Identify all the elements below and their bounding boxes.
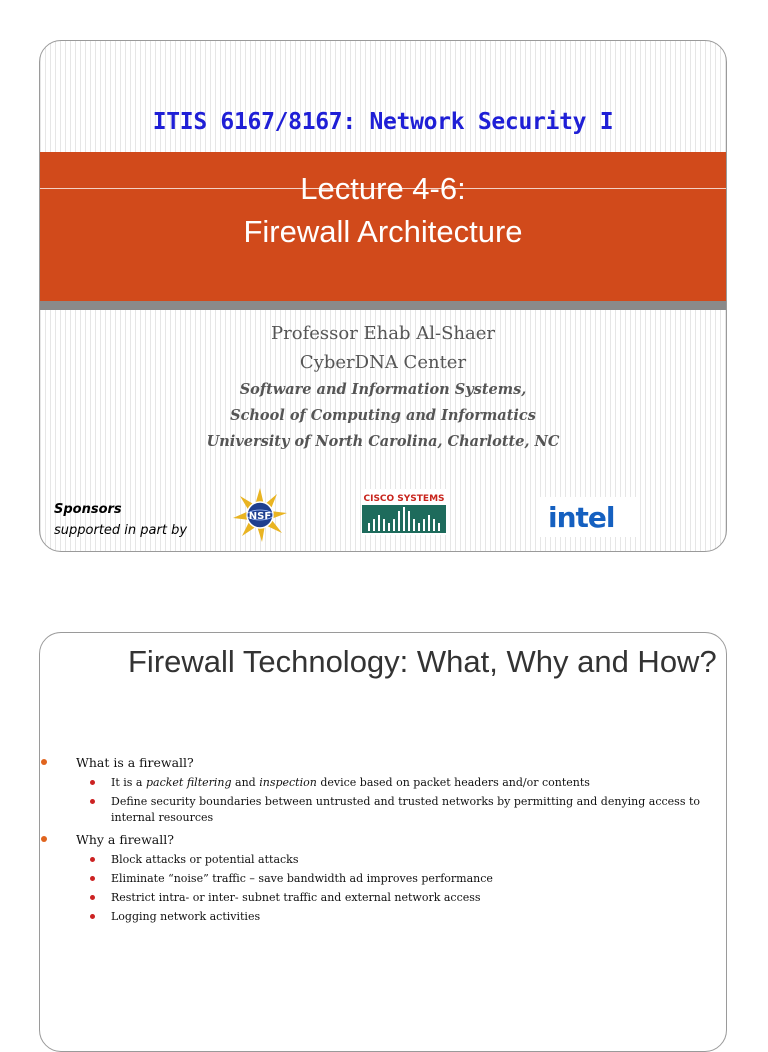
sub-bullet bbox=[40, 909, 726, 925]
sub-bullet bbox=[40, 890, 726, 906]
department-name: Software and Information Systems, bbox=[239, 381, 527, 398]
sponsors-title: Sponsors bbox=[54, 502, 122, 517]
sub-bullet bbox=[40, 871, 726, 887]
sub-bullet-dot bbox=[90, 799, 95, 804]
sub-bullets-what bbox=[40, 775, 726, 826]
nsf-logo-text: NSF bbox=[248, 511, 272, 522]
lecture-title bbox=[40, 167, 726, 253]
bullet-what bbox=[40, 753, 726, 772]
university-name: University of North Carolina, Charlotte, NC bbox=[206, 433, 560, 450]
professor-name: Professor Ehab Al-Shaer bbox=[271, 323, 495, 344]
sub-bullet-dot bbox=[90, 914, 95, 919]
sub-bullet-text: Restrict intra- or inter- subnet traffic and external network access bbox=[111, 891, 481, 904]
author-block bbox=[40, 319, 726, 455]
intel-logo-text: intel bbox=[548, 501, 615, 534]
school-name: School of Computing and Informatics bbox=[230, 407, 536, 424]
sub-bullet-text: Block attacks or potential attacks bbox=[111, 853, 299, 866]
course-title: ITIS 6167/8167: Network Security I bbox=[152, 109, 614, 135]
sub-bullet-text: and bbox=[231, 776, 260, 789]
bullet-dot bbox=[41, 759, 47, 765]
cisco-logo-icon bbox=[362, 489, 446, 535]
sub-bullets-why bbox=[40, 852, 726, 925]
intel-logo-icon bbox=[536, 497, 636, 537]
sub-bullet bbox=[40, 775, 726, 791]
sub-bullet-text: Eliminate “noise” traffic – save bandwidth ad improves performance bbox=[111, 872, 493, 885]
lecture-title-line1: Lecture 4-6: bbox=[300, 171, 466, 206]
sponsors-text: supported in part by bbox=[54, 523, 188, 538]
packet-filtering-term: packet filtering bbox=[145, 776, 232, 789]
bullet-dot bbox=[41, 836, 47, 842]
sub-bullet-text: It is a bbox=[111, 776, 146, 789]
inspection-term: inspection bbox=[259, 776, 317, 789]
bullet-what-text: What is a firewall? bbox=[76, 755, 194, 770]
sub-bullet-text: Define security boundaries between untrusted and trusted networks by permitting and denying access to internal resources bbox=[111, 795, 701, 824]
sponsors-block bbox=[54, 499, 187, 541]
sub-bullet-text: device based on packet headers and/or contents bbox=[316, 776, 590, 789]
title-slide bbox=[39, 40, 727, 552]
bullet-why-text: Why a firewall? bbox=[76, 832, 174, 847]
cisco-logo-text: CISCO SYSTEMS bbox=[363, 494, 445, 504]
content-slide bbox=[39, 632, 727, 1052]
bullet-why bbox=[40, 830, 726, 849]
sub-bullet-dot bbox=[90, 857, 95, 862]
sub-bullet-dot bbox=[90, 895, 95, 900]
band-shadow-strip bbox=[40, 301, 726, 310]
nsf-logo-icon bbox=[232, 487, 288, 543]
sub-bullet-dot bbox=[90, 876, 95, 881]
slide-title: Firewall Technology: What, Why and How? bbox=[128, 644, 717, 679]
center-name: CyberDNA Center bbox=[299, 352, 467, 373]
sub-bullet bbox=[40, 852, 726, 868]
bullet-list bbox=[40, 751, 726, 929]
sub-bullet-dot bbox=[90, 780, 95, 785]
sub-bullet-text: Logging network activities bbox=[111, 910, 261, 923]
sub-bullet bbox=[40, 794, 726, 826]
lecture-title-line2: Firewall Architecture bbox=[243, 214, 523, 249]
